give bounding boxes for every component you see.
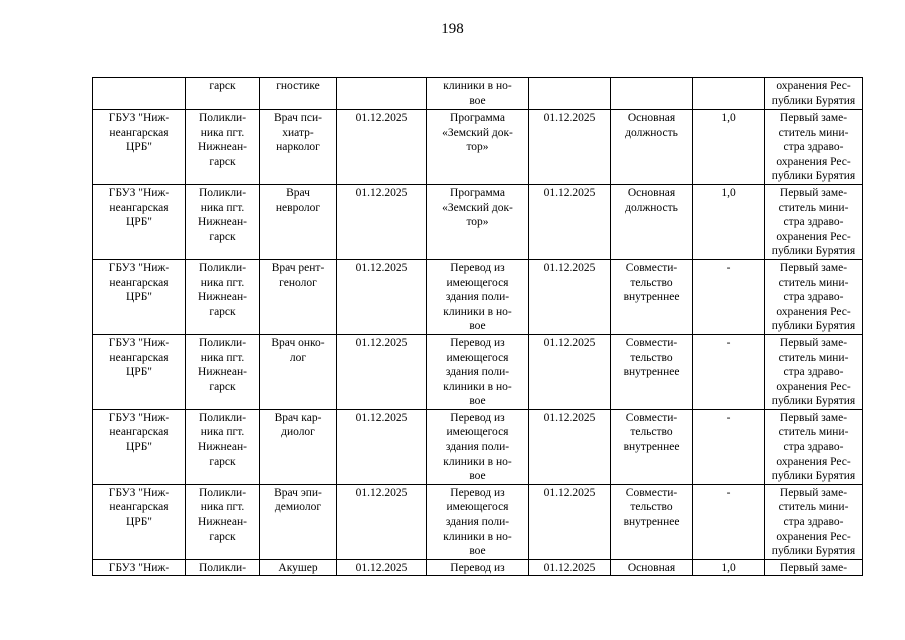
cell-text-line: 01.12.2025 xyxy=(543,112,596,124)
cell-text-line: Перевод из xyxy=(450,261,505,274)
cell-approver xyxy=(765,110,863,185)
cell-text-line: Первый заме- xyxy=(779,112,848,124)
cell-institution xyxy=(93,110,186,185)
cell-text-line: 01.12.2025 xyxy=(543,486,596,499)
cell-text-line: здания поли- xyxy=(445,366,510,379)
cell-text-line: публики Бурятия xyxy=(771,245,856,258)
cell-text-line: имеющегося xyxy=(446,501,509,514)
cell-text-line: стра здраво- xyxy=(783,441,844,454)
cell-text-line: Врач онко- xyxy=(271,336,325,349)
cell-approver xyxy=(765,484,863,559)
cell-text-line: имеющегося xyxy=(446,351,509,364)
cell-date-effective xyxy=(529,110,611,185)
cell-text-line: - xyxy=(726,486,731,499)
cell-text-line: охранения Рес- xyxy=(776,380,851,393)
cell-unit xyxy=(186,110,260,185)
cell-text-line: ника пгт. xyxy=(200,126,245,139)
cell-basis xyxy=(427,334,529,409)
cell-approver xyxy=(765,184,863,259)
cell-text-line: клиники в но- xyxy=(443,380,512,393)
cell-date-effective xyxy=(529,334,611,409)
cell-rate xyxy=(693,559,765,576)
cell-text-line: неангарская xyxy=(109,426,169,439)
cell-approver xyxy=(765,259,863,334)
cell-text-line: охранения Рес- xyxy=(776,80,851,92)
cell-text-line: Основная xyxy=(627,561,676,574)
cell-text-line: ститель мини- xyxy=(778,126,849,139)
vacancies-table xyxy=(92,77,863,576)
cell-text-line: диолог xyxy=(281,426,315,439)
cell-text-line: Нижнеан- xyxy=(198,291,247,304)
cell-text-line: 01.12.2025 xyxy=(355,261,408,274)
cell-text-line: клиники в но- xyxy=(443,80,512,92)
cell-date-effective xyxy=(529,184,611,259)
table-row xyxy=(93,184,863,259)
cell-position xyxy=(260,78,337,110)
cell-text-line: внутреннее xyxy=(623,291,680,304)
cell-date-effective xyxy=(529,78,611,110)
cell-text-line: 1,0 xyxy=(721,112,736,124)
cell-employment-type xyxy=(611,259,693,334)
cell-text-line: Совмести- xyxy=(625,486,678,499)
cell-text-line: ника пгт. xyxy=(200,351,245,364)
cell-text-line: 01.12.2025 xyxy=(355,561,408,574)
cell-text-line: Врач xyxy=(286,186,310,199)
cell-text-line: ЦРБ" xyxy=(126,516,152,529)
cell-text-line: тор» xyxy=(466,141,489,154)
cell-text-line: публики Бурятия xyxy=(771,470,856,483)
cell-unit xyxy=(186,184,260,259)
cell-employment-type xyxy=(611,334,693,409)
cell-text-line: 1,0 xyxy=(721,186,736,199)
cell-approver xyxy=(765,559,863,576)
cell-text-line: Первый заме- xyxy=(779,261,848,274)
cell-position xyxy=(260,334,337,409)
cell-text-line: Совмести- xyxy=(625,411,678,424)
cell-text-line: Совмести- xyxy=(625,261,678,274)
cell-text-line: внутреннее xyxy=(623,516,680,529)
cell-text-line: 01.12.2025 xyxy=(543,411,596,424)
cell-text-line: гарск xyxy=(209,305,236,318)
cell-text-line: клиники в но- xyxy=(443,530,512,543)
cell-institution xyxy=(93,78,186,110)
cell-rate xyxy=(693,110,765,185)
cell-text-line: Поликли- xyxy=(198,411,247,424)
cell-text-line: стра здраво- xyxy=(783,291,844,304)
cell-rate xyxy=(693,334,765,409)
cell-institution xyxy=(93,334,186,409)
cell-text-line: ника пгт. xyxy=(200,276,245,289)
cell-date-start xyxy=(337,78,427,110)
cell-text-line: Перевод из xyxy=(450,561,505,574)
cell-text-line: ГБУЗ "Ниж- xyxy=(108,261,170,274)
cell-text-line: гарск xyxy=(209,455,236,468)
cell-text-line: охранения Рес- xyxy=(776,455,851,468)
cell-institution xyxy=(93,184,186,259)
cell-rate xyxy=(693,184,765,259)
cell-approver xyxy=(765,409,863,484)
cell-text-line: 01.12.2025 xyxy=(543,186,596,199)
cell-position xyxy=(260,484,337,559)
cell-text-line: 01.12.2025 xyxy=(543,336,596,349)
cell-text-line: 01.12.2025 xyxy=(355,186,408,199)
cell-text-line: Врач рент- xyxy=(271,261,325,274)
cell-text-line: Врач кар- xyxy=(274,411,322,424)
cell-employment-type xyxy=(611,559,693,576)
cell-text-line: Первый заме- xyxy=(779,486,848,499)
cell-text-line: 01.12.2025 xyxy=(543,561,596,574)
cell-date-start xyxy=(337,259,427,334)
cell-text-line: ЦРБ" xyxy=(126,141,152,154)
cell-text-line: - xyxy=(726,261,731,274)
cell-text-line: тельство xyxy=(630,501,673,514)
cell-text-line: «Земский док- xyxy=(442,201,513,214)
cell-text-line: гностике xyxy=(276,80,320,92)
cell-text-line: тельство xyxy=(630,276,673,289)
cell-text-line: Перевод из xyxy=(450,336,505,349)
cell-text-line: вое xyxy=(469,395,486,408)
cell-text-line: Перевод из xyxy=(450,411,505,424)
cell-text-line: Первый заме- xyxy=(779,561,848,574)
cell-employment-type xyxy=(611,184,693,259)
cell-text-line: нарколог xyxy=(276,141,320,154)
cell-text-line: ститель мини- xyxy=(778,351,849,364)
cell-text-line: охранения Рес- xyxy=(776,155,851,168)
cell-text-line: ГБУЗ "Ниж- xyxy=(108,336,170,349)
cell-text-line: Акушер xyxy=(278,561,318,574)
cell-unit xyxy=(186,559,260,576)
cell-text-line: стра здраво- xyxy=(783,141,844,154)
cell-text-line: Поликли- xyxy=(198,112,247,124)
cell-unit xyxy=(186,334,260,409)
cell-text-line: - xyxy=(726,336,731,349)
cell-date-effective xyxy=(529,484,611,559)
cell-text-line: здания поли- xyxy=(445,516,510,529)
table-row xyxy=(93,78,863,110)
cell-text-line: ЦРБ" xyxy=(126,216,152,229)
cell-text-line: 01.12.2025 xyxy=(355,486,408,499)
cell-text-line: гарск xyxy=(209,155,236,168)
cell-position xyxy=(260,559,337,576)
cell-basis xyxy=(427,259,529,334)
cell-position xyxy=(260,409,337,484)
cell-date-start xyxy=(337,409,427,484)
cell-text-line: Поликли- xyxy=(198,561,247,574)
cell-employment-type xyxy=(611,78,693,110)
cell-text-line: вое xyxy=(469,94,486,107)
cell-text-line: Программа xyxy=(450,112,505,124)
cell-text-line: тор» xyxy=(466,216,489,229)
cell-text-line: Нижнеан- xyxy=(198,366,247,379)
cell-text-line: клиники в но- xyxy=(443,305,512,318)
cell-text-line: ститель мини- xyxy=(778,276,849,289)
cell-employment-type xyxy=(611,484,693,559)
cell-text-line: публики Бурятия xyxy=(771,395,856,408)
cell-basis xyxy=(427,78,529,110)
cell-text-line: 01.12.2025 xyxy=(355,411,408,424)
cell-basis xyxy=(427,409,529,484)
cell-text-line: вое xyxy=(469,545,486,558)
cell-basis xyxy=(427,484,529,559)
cell-text-line: 01.12.2025 xyxy=(355,336,408,349)
cell-date-effective xyxy=(529,559,611,576)
cell-text-line: охранения Рес- xyxy=(776,530,851,543)
cell-basis xyxy=(427,110,529,185)
cell-text-line: здания поли- xyxy=(445,291,510,304)
cell-text-line: публики Бурятия xyxy=(771,320,856,333)
cell-text-line: внутреннее xyxy=(623,441,680,454)
cell-text-line: ника пгт. xyxy=(200,201,245,214)
cell-text-line: Первый заме- xyxy=(779,411,848,424)
cell-text-line: ститель мини- xyxy=(778,201,849,214)
cell-text-line: хиатр- xyxy=(282,126,314,139)
cell-text-line: Врач пси- xyxy=(274,112,322,124)
cell-text-line: ститель мини- xyxy=(778,501,849,514)
cell-rate xyxy=(693,484,765,559)
cell-text-line: 1,0 xyxy=(721,561,736,574)
table-row xyxy=(93,334,863,409)
cell-text-line: 01.12.2025 xyxy=(355,112,408,124)
cell-text-line: вое xyxy=(469,320,486,333)
cell-text-line: Нижнеан- xyxy=(198,141,247,154)
cell-text-line: Первый заме- xyxy=(779,186,848,199)
cell-text-line: 01.12.2025 xyxy=(543,261,596,274)
cell-text-line: лог xyxy=(289,351,307,364)
cell-text-line: тельство xyxy=(630,351,673,364)
cell-text-line: внутреннее xyxy=(623,366,680,379)
cell-text-line: ГБУЗ "Ниж- xyxy=(108,186,170,199)
cell-text-line: публики Бурятия xyxy=(771,170,856,183)
cell-text-line: стра здраво- xyxy=(783,366,844,379)
cell-text-line: ЦРБ" xyxy=(126,366,152,379)
cell-position xyxy=(260,110,337,185)
cell-text-line: вое xyxy=(469,470,486,483)
cell-employment-type xyxy=(611,110,693,185)
cell-date-effective xyxy=(529,259,611,334)
cell-text-line: ГБУЗ "Ниж- xyxy=(108,561,170,574)
table-row xyxy=(93,409,863,484)
table-row xyxy=(93,110,863,185)
cell-text-line: «Земский док- xyxy=(442,126,513,139)
cell-text-line: - xyxy=(726,411,731,424)
cell-text-line: генолог xyxy=(279,276,317,289)
cell-text-line: Перевод из xyxy=(450,486,505,499)
cell-text-line: охранения Рес- xyxy=(776,305,851,318)
table-row xyxy=(93,259,863,334)
cell-text-line: демиолог xyxy=(274,501,322,514)
cell-text-line: Поликли- xyxy=(198,261,247,274)
cell-text-line: тельство xyxy=(630,426,673,439)
cell-text-line: ника пгт. xyxy=(200,426,245,439)
cell-text-line: стра здраво- xyxy=(783,216,844,229)
cell-text-line: Поликли- xyxy=(198,336,247,349)
cell-position xyxy=(260,184,337,259)
cell-text-line: публики Бурятия xyxy=(771,545,856,558)
cell-text-line: Первый заме- xyxy=(779,336,848,349)
cell-institution xyxy=(93,559,186,576)
cell-text-line: гарск xyxy=(209,80,236,92)
cell-position xyxy=(260,259,337,334)
cell-text-line: Основная xyxy=(627,112,676,124)
cell-text-line: имеющегося xyxy=(446,276,509,289)
cell-text-line: здания поли- xyxy=(445,441,510,454)
cell-institution xyxy=(93,409,186,484)
cell-text-line: стра здраво- xyxy=(783,516,844,529)
cell-rate xyxy=(693,409,765,484)
cell-text-line: Основная xyxy=(627,186,676,199)
cell-unit xyxy=(186,484,260,559)
table-row xyxy=(93,559,863,576)
cell-date-start xyxy=(337,484,427,559)
cell-basis xyxy=(427,184,529,259)
cell-text-line: Нижнеан- xyxy=(198,216,247,229)
cell-basis xyxy=(427,559,529,576)
cell-rate xyxy=(693,78,765,110)
cell-text-line: неангарская xyxy=(109,501,169,514)
cell-date-start xyxy=(337,559,427,576)
cell-approver xyxy=(765,334,863,409)
cell-text-line: должность xyxy=(625,201,678,214)
cell-text-line: невролог xyxy=(275,201,321,214)
cell-text-line: публики Бурятия xyxy=(771,94,856,107)
cell-rate xyxy=(693,259,765,334)
cell-text-line: неангарская xyxy=(109,276,169,289)
cell-text-line: гарск xyxy=(209,230,236,243)
cell-text-line: Поликли- xyxy=(198,486,247,499)
cell-text-line: ЦРБ" xyxy=(126,441,152,454)
cell-approver xyxy=(765,78,863,110)
cell-unit xyxy=(186,259,260,334)
cell-text-line: неангарская xyxy=(109,126,169,139)
cell-institution xyxy=(93,259,186,334)
cell-text-line: должность xyxy=(625,126,678,139)
cell-text-line: Совмести- xyxy=(625,336,678,349)
page-number: 198 xyxy=(441,21,464,37)
cell-institution xyxy=(93,484,186,559)
cell-text-line: имеющегося xyxy=(446,426,509,439)
cell-text-line: Нижнеан- xyxy=(198,516,247,529)
cell-unit xyxy=(186,409,260,484)
cell-employment-type xyxy=(611,409,693,484)
cell-text-line: клиники в но- xyxy=(443,455,512,468)
cell-text-line: ЦРБ" xyxy=(126,291,152,304)
cell-text-line: ГБУЗ "Ниж- xyxy=(108,112,170,124)
cell-text-line: Нижнеан- xyxy=(198,441,247,454)
cell-text-line: неангарская xyxy=(109,351,169,364)
cell-date-start xyxy=(337,184,427,259)
cell-date-start xyxy=(337,110,427,185)
cell-text-line: ника пгт. xyxy=(200,501,245,514)
cell-text-line: гарск xyxy=(209,380,236,393)
cell-text-line: Поликли- xyxy=(198,186,247,199)
cell-text-line: Врач эпи- xyxy=(274,486,322,499)
cell-text-line: ГБУЗ "Ниж- xyxy=(108,486,170,499)
table-row xyxy=(93,484,863,559)
cell-text-line: ГБУЗ "Ниж- xyxy=(108,411,170,424)
cell-date-start xyxy=(337,334,427,409)
cell-unit xyxy=(186,78,260,110)
cell-text-line: ститель мини- xyxy=(778,426,849,439)
cell-text-line: охранения Рес- xyxy=(776,230,851,243)
cell-text-line: неангарская xyxy=(109,201,169,214)
cell-date-effective xyxy=(529,409,611,484)
cell-text-line: Программа xyxy=(450,186,505,199)
cell-text-line: гарск xyxy=(209,530,236,543)
